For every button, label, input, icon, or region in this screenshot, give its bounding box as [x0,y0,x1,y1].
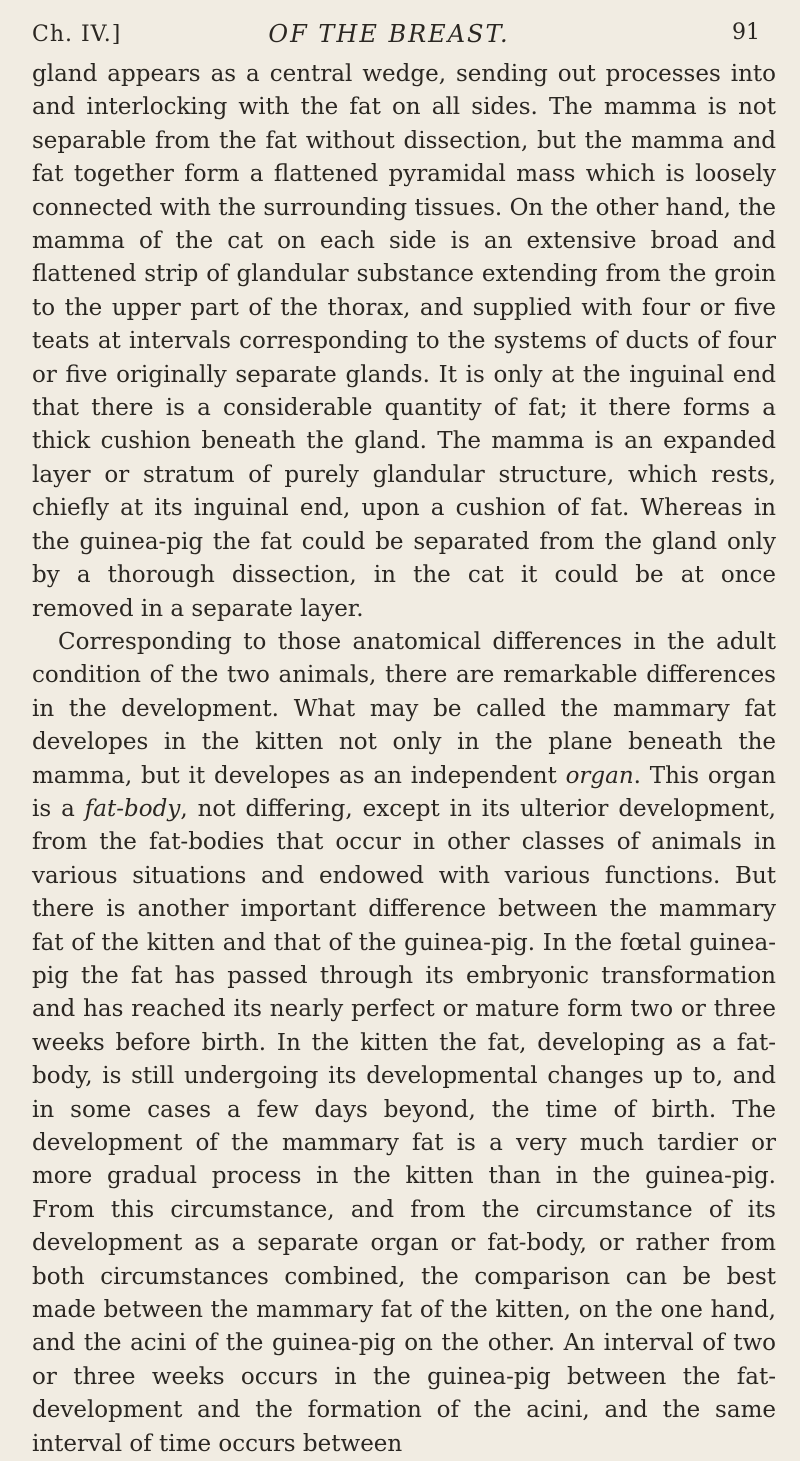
paragraph-text-mid: . This organ is a [32,762,776,822]
italic-fat-body: fat-body [84,795,181,822]
running-head [32,0,776,58]
paragraph-text-start: Corresponding to those anatomical differences in the adult condition of the two animals, there are remarkable differences in the development. What may be called the mammary fat developes in the kitten not only in the plane beneath the mamma, but it developes as an independent [32,628,776,789]
paragraph-development [32,626,776,1461]
italic-organ: organ [565,762,634,789]
running-title: OF THE BREAST. [268,20,510,48]
chapter-label: Ch. IV.] [32,22,122,47]
body-text [32,58,776,1461]
page-number: 91 [732,20,760,45]
paragraph-continuation: gland appears as a central wedge, sending out processes into and interlocking with the fat on all sides. The mamma is not separable from the fat without dissection, but the mamma and fat together form a flattened pyramidal mass which is loosely connected with the surrounding tissues. On the other hand, the mamma of the cat on each side is an extensive broad and flattened strip of glandular substance extending from the groin to the upper part of the thorax, and supplied with four or five teats at intervals corresponding to the systems of ducts of four or five originally separate glands. It is only at the inguinal end that there is a considerable quantity of fat; it there forms a thick cushion beneath the gland. The mamma is an expanded layer or stratum of purely glandular structure, which rests, chiefly at its inguinal end, upon a cushion of fat. Whereas in the guinea-pig the fat could be separated from the gland only by a thorough dissection, in the cat it could be at once removed in a separate layer. [32,61,776,622]
paragraph-text-end: , not differing, except in its ulterior development, from the fat-bodies that occur in other classes of animals in various situations and endowed with various functions. But there is another important difference between the mammary fat of the kitten and that of the guinea-pig. In the fœtal guinea-pig the fat has passed through its embryonic transformation and has reached its nearly perfect or mature form two or three weeks before birth. In the kitten the fat, developing as a fat-body, is still undergoing its developmental changes up to, and in some cases a few days beyond, the time of birth. The development of the mammary fat is a very much tardier or more gradual process in the kitten than in the guinea-pig. From this circumstance, and from the circumstance of its development as a separate organ or fat-body, or rather from both circumstances combined, the comparison can be best made between the mammary fat of the kitten, on the one hand, and the acini of the guinea-pig on the other. An interval of two or three weeks occurs in the guinea-pig between the fat-development and the formation of the acini, and the same interval of time occurs between [32,795,776,1457]
